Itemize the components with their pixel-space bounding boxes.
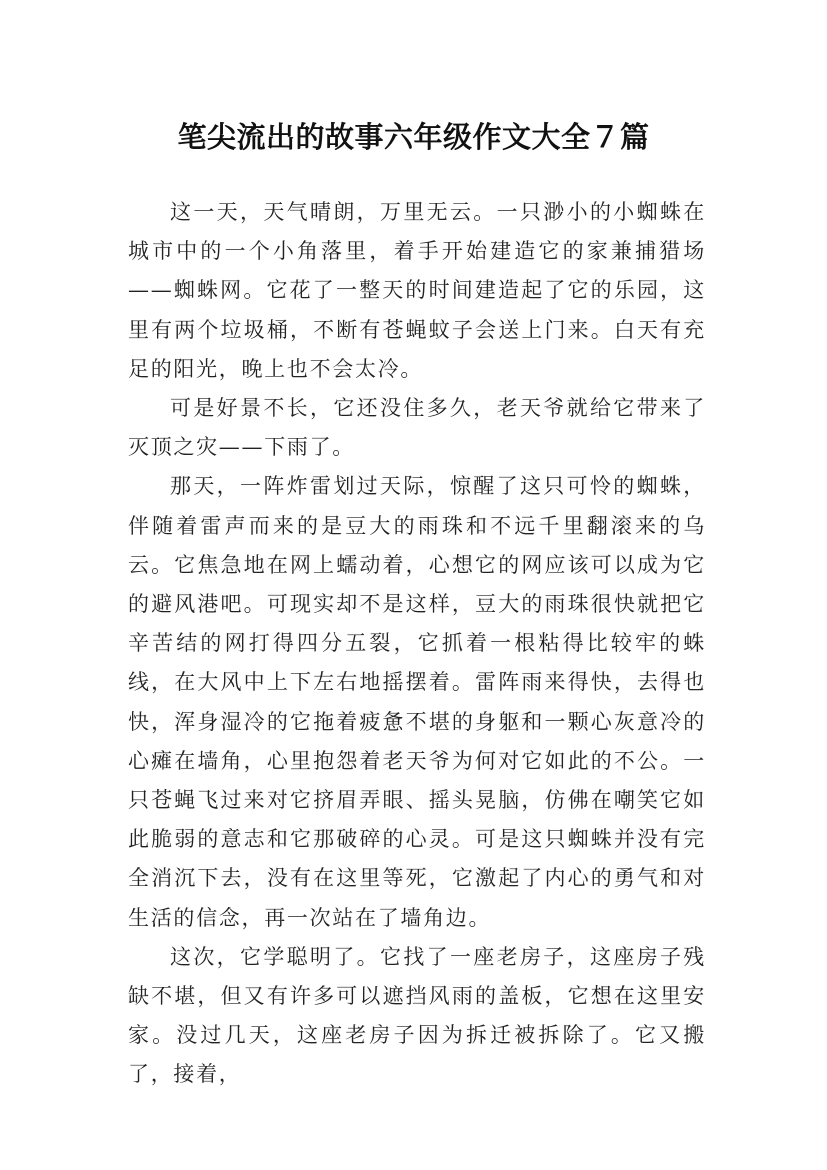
paragraph: 这次，它学聪明了。它找了一座老房子，这座房子残缺不堪，但又有许多可以遮挡风雨的盖板，它想在这里安家。没过几天，这座老房子因为拆迁被拆除了。它又搬了，接着， [128, 944, 706, 1087]
document-title: 笔尖流出的故事六年级作文大全７篇 [177, 120, 650, 155]
paragraph: 那天，一阵炸雷划过天际，惊醒了这只可怜的蜘蛛，伴随着雷声而来的是豆大的雨珠和不远千里翻滚来的乌云。它焦急地在网上蠕动着，心想它的网应该可以成为它的避风港吧。可现实却不是这样，豆大的雨珠很快就把它辛苦结的网打得四分五裂，它抓着一根粘得比较牢的蛛线，在大风中上下左右地摇摆着。雷阵雨来得快，去得也快，浑身湿冷的它拖着疲惫不堪的身躯和一颗心灰意冷的心瘫在墙角，心里抱怨着老天爷为何对它如此的不公。一只苍蝇飞过来对它挤眉弄眼、摇头晃脑，仿佛在嘲笑它如此脆弱的意志和它那破碎的心灵。可是这只蜘蛛并没有完全消沉下去，没有在这里等死，它激起了内心的勇气和对生活的信念，再一次站在了墙角边。 [128, 474, 706, 930]
paragraph: 这一天，天气晴朗，万里无云。一只渺小的小蜘蛛在城市中的一个小角落里，着手开始建造它的家兼捕猎场——蜘蛛网。它花了一整天的时间建造起了它的乐园，这里有两个垃圾桶，不断有苍蝇蚊子会送上门来。白天有充足的阳光，晚上也不会太冷。 [128, 200, 706, 381]
paragraph: 可是好景不长，它还没住多久，老天爷就给它带来了灭顶之灾——下雨了。 [128, 396, 706, 460]
document-body [128, 193, 706, 1095]
